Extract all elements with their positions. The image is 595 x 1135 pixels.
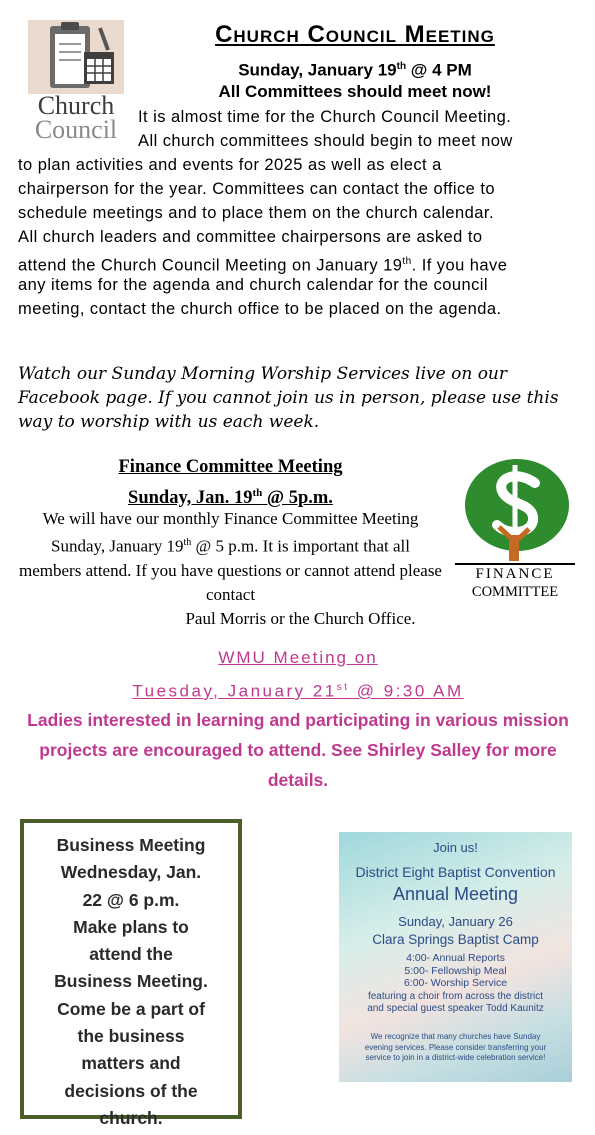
business-meeting-text — [30, 832, 232, 1132]
logo-text-church: Church — [37, 91, 115, 120]
council-meeting-date: Sunday, January 19th @ 4 PM — [238, 60, 472, 80]
committee-logo-text: COMMITTEE — [471, 584, 559, 600]
finance-logo-text: FINANCE — [475, 566, 555, 582]
council-body-line: meeting, contact the church office to be placed on the agenda. — [18, 300, 502, 318]
council-meeting-title: Church Council Meeting — [215, 21, 495, 48]
logo-text-council: Council — [34, 115, 118, 144]
flyer-join-us: Join us! — [433, 840, 478, 855]
business-line: the business — [77, 1026, 185, 1047]
district-annual-meeting-flyer — [339, 832, 572, 1082]
finance-committee-logo — [455, 453, 575, 603]
council-body-line: to plan activities and events for 2025 as well as elect a — [18, 156, 442, 174]
finance-contact: Paul Morris or the Church Office. — [185, 608, 416, 628]
business-line: Make plans to — [73, 916, 189, 937]
business-line: 22 @ 6 p.m. — [82, 889, 180, 910]
business-line: Business Meeting. — [54, 971, 208, 992]
flyer-schedule: 4:00- Annual Reports 5:00- Fellowship Meal 6:00- Worship Service — [403, 952, 508, 989]
business-line: church. — [99, 1107, 163, 1128]
council-body-line: chairperson for the year. Committees can contact the office to — [18, 180, 495, 198]
business-line: Business Meeting — [56, 835, 206, 855]
council-body-line: All church committees should begin to meet now — [138, 132, 513, 150]
finance-meeting-date: Sunday, Jan. 19th @ 5p.m. — [128, 487, 333, 509]
council-subheading: All Committees should meet now! — [218, 82, 492, 101]
finance-meeting-title: Finance Committee Meeting — [118, 457, 343, 477]
flyer-featuring: featuring a choir from across the district and special guest speaker Todd Kaunitz — [367, 991, 544, 1014]
finance-meeting-body: We will have our monthly Finance Committee Meeting Sunday, January 19th @ 5 p.m. It is important that all members attend. If you have questions or cannot attend please contact Paul Morris or the Church Office. — [19, 509, 442, 628]
money-tree-icon — [455, 453, 575, 561]
flyer-note: We recognize that many churches have Sunday evening services. Please consider transferring your service to join in a district-wide celebration service! — [364, 1032, 547, 1062]
business-line: decisions of the — [64, 1080, 198, 1101]
business-line: attend the — [89, 944, 173, 965]
clipboard-calendar-icon — [28, 20, 124, 94]
council-body-line: All church leaders and committee chairpersons are asked to — [18, 228, 483, 246]
wmu-meeting-date: Tuesday, January 21st @ 9:30 AM — [132, 681, 464, 701]
council-body-line: It is almost time for the Church Council Meeting. — [138, 108, 512, 126]
business-line: matters and — [81, 1053, 181, 1074]
flyer-annual-meeting: Annual Meeting — [392, 884, 519, 904]
church-council-logo — [28, 20, 124, 142]
wmu-meeting-body: Ladies interested in learning and participating in various mission projects are encouraged to attend. See Shirley Salley for more details. — [27, 710, 569, 790]
business-line: Wednesday, Jan. — [60, 862, 202, 883]
council-body-line: any items for the agenda and church calendar for the council — [18, 276, 489, 294]
council-body-line: attend the Church Council Meeting on January 19th. If you have — [18, 256, 508, 275]
flyer-convention-name: District Eight Baptist Convention — [355, 864, 556, 880]
flyer-location: Clara Springs Baptist Camp — [372, 932, 539, 947]
facebook-worship-notice: Watch our Sunday Morning Worship Services live on our Facebook page. If you cannot join us in person, please use this way to worship with us each week. — [18, 364, 559, 432]
council-body-line: schedule meetings and to place them on the church calendar. — [18, 204, 495, 222]
business-meeting-box — [20, 819, 242, 1128]
flyer-date: Sunday, January 26 — [398, 914, 513, 929]
business-line: Come be a part of — [57, 998, 205, 1019]
wmu-meeting-title: WMU Meeting on — [218, 648, 378, 667]
